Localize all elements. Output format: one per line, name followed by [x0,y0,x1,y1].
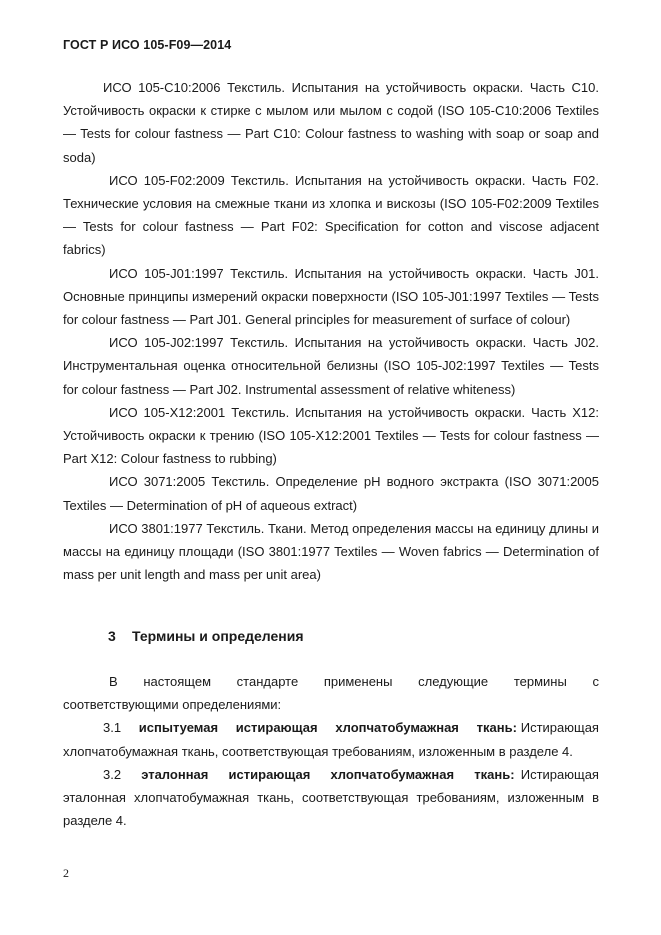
page-number: 2 [63,866,69,880]
reference-item: ИСО 3801:1977 Текстиль. Ткани. Метод определения массы на единицу длины и массы на единицу площади (ISO 3801:1977 Textiles — Woven fabrics — Determination of mass per unit length and mass per unit area) [63,520,599,583]
page-header: ГОСТ Р ИСО 105-F09—2014 [63,38,232,52]
definition-number: 3.1 [103,720,122,736]
definition-text: Истирающая хлопчатобумажная ткань, соответствующая требованиям, изложенным в разделе 4. [63,720,599,759]
reference-item: ИСО 105-J01:1997 Текстиль. Испытания на устойчивость окраски. Часть J01. Основные принципы измерений окраски поверхности (ISO 105-J01:1997 Textiles — Tests for colour fastness — Part J01. General principles for measurement of surface of colour) [63,265,599,328]
definitions-intro [63,670,599,716]
reference-item: ИСО 105-F02:2009 Текстиль. Испытания на устойчивость окраски. Часть F02. Технические условия на смежные ткани из хлопка и вискозы (ISO 105-F02:2009 Textiles — Tests for colour fastness — Part F02: Specification for cotton and viscose adjacent fabrics) [63,172,599,258]
reference-item: ИСО 3071:2005 Текстиль. Определение pH водного экстракта (ISO 3071:2005 Textiles — Determination of pH of aqueous extract) [63,474,599,513]
reference-item: ИСО 105-C10:2006 Текстиль. Испытания на устойчивость окраски. Часть C10. Устойчивость окраски к стирке с мылом или мылом с содой (ISO 105-C10:2006 Textiles — Tests for colour fastness — Part C10: Colour fastness to washing with soap or soap and soda) [63,80,599,165]
definition-number: 3.2 [103,766,122,782]
definition-text: Истирающая эталонная хлопчатобумажная ткань, соответствующая требованиям, изложенным в разделе 4. [63,766,599,829]
definition-term: эталонная истирающая хлопчатобумажная ткань: [141,766,515,782]
definition-item [63,716,599,762]
intro-word: В [109,674,118,689]
intro-line [63,670,599,693]
intro-word: настоящем [143,674,212,689]
section-number: 3 [108,628,116,644]
definition-item [63,763,599,833]
section-title: Термины и определения [132,628,304,644]
definition-term: испытуемая истирающая хлопчатобумажная ткань: [138,720,517,736]
normative-references [63,76,599,586]
section-heading [108,628,304,644]
reference-item: ИСО 105-J02:1997 Текстиль. Испытания на устойчивость окраски. Часть J02. Инструментальная оценка относительной белизны (ISO 105-J02:1997 Textiles — Tests for colour fastness — Part J02. Instrumental assessment of relative whiteness) [63,335,599,397]
reference-item: ИСО 105-X12:2001 Текстиль. Испытания на устойчивость окраски. Часть X12: Устойчивость окраски к трению (ISO 105-X12:2001 Textiles — Tests for colour fastness — Part X12: Colour fastness to rubbing) [63,404,599,467]
definitions-block [63,670,599,832]
intro-word: стандарте [236,674,299,689]
intro-word: с [592,674,599,689]
intro-word: следующие [418,674,489,689]
intro-word: применены [323,674,393,689]
intro-line: соответствующими определениями: [63,697,282,713]
intro-word: термины [513,674,567,689]
